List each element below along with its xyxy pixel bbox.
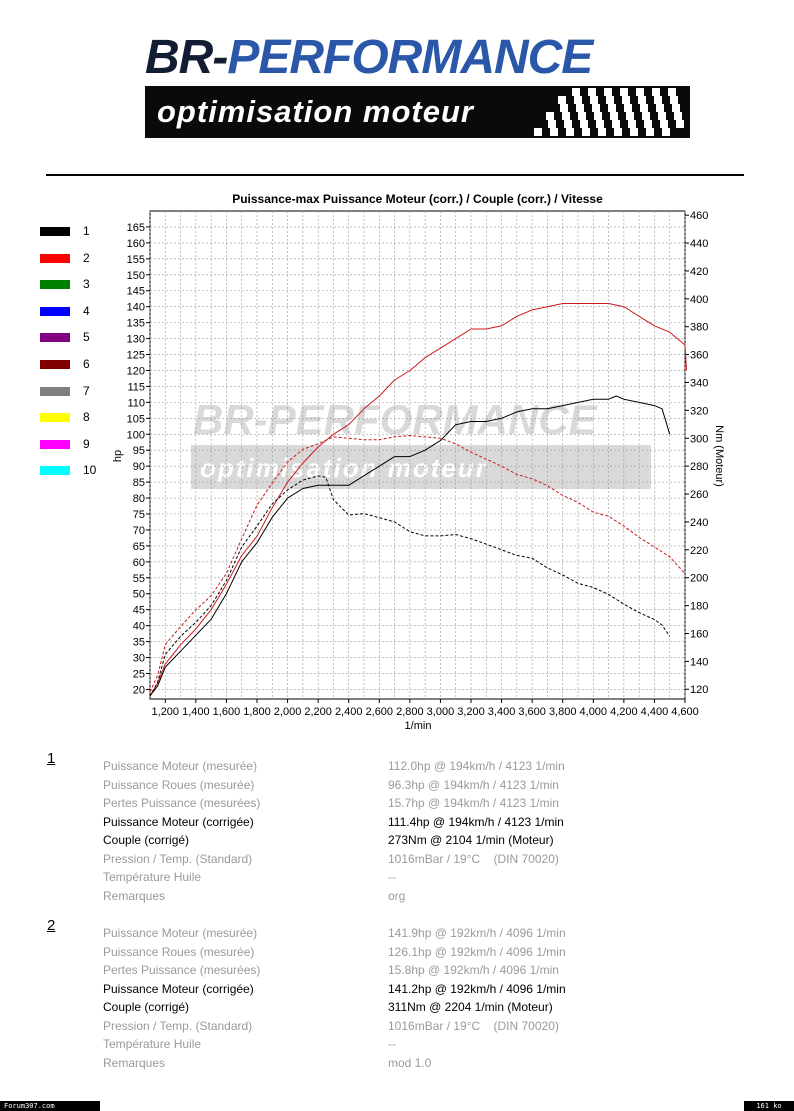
result-label: Remarques — [103, 1055, 166, 1070]
x-tick-label: 3,600 — [518, 706, 546, 718]
footer-filesize: 161 ko — [744, 1101, 794, 1111]
legend-label: 1 — [83, 224, 90, 238]
y2-axis-label: Nm (Moteur) — [713, 425, 725, 487]
y2-tick-label: 240 — [690, 516, 709, 529]
y-tick-label: 125 — [126, 349, 145, 362]
legend-label: 4 — [83, 303, 90, 318]
y2-tick-label: 220 — [690, 544, 709, 557]
x-tick-label: 2,200 — [304, 706, 332, 718]
y-axis-label: hp — [112, 449, 124, 463]
x-tick-label: 1,200 — [151, 706, 180, 718]
x-tick-label: 2,800 — [396, 706, 424, 718]
y-tick-label: 145 — [126, 285, 145, 298]
y-tick-label: 140 — [126, 301, 145, 314]
y2-tick-label: 300 — [690, 433, 709, 446]
x-tick-label: 4,600 — [671, 706, 699, 718]
legend-label: 10 — [83, 463, 97, 478]
y-tick-label: 115 — [127, 381, 145, 394]
y2-tick-label: 400 — [690, 293, 709, 306]
watermark-tagline-text: optimisation moteur — [200, 453, 488, 483]
result-label: Puissance Moteur (corrigée) — [103, 981, 254, 996]
y-tick-label: 35 — [132, 636, 145, 649]
y-tick-label: 95 — [132, 445, 145, 458]
y2-tick-label: 460 — [690, 210, 709, 223]
x-tick-label: 3,200 — [457, 706, 485, 718]
y-tick-label: 80 — [132, 493, 145, 506]
y-tick-label: 40 — [132, 620, 145, 633]
y-tick-label: 45 — [132, 604, 145, 617]
x-tick-label: 1,800 — [243, 706, 271, 718]
result-label: Puissance Roues (mesurée) — [103, 777, 255, 792]
legend-label: 7 — [83, 383, 90, 398]
result-label: Température Huile — [103, 1037, 202, 1051]
x-tick-label: 2,400 — [334, 706, 363, 718]
x-tick-label: 3,800 — [548, 706, 577, 718]
y-tick-label: 60 — [132, 556, 145, 569]
x-tick-label: 3,000 — [426, 706, 455, 718]
result-label: Puissance Roues (mesurée) — [103, 944, 255, 959]
y-tick-label: 20 — [132, 684, 145, 697]
result-value: 273Nm @ 2104 1/min (Moteur) — [388, 833, 554, 847]
result-label: Pertes Puissance (mesurées) — [103, 963, 261, 977]
result-label: Puissance Moteur (mesurée) — [103, 759, 258, 773]
y-tick-label: 25 — [132, 668, 145, 681]
legend-label: 5 — [83, 330, 90, 345]
result-value: 112.0hp @ 194km/h / 4123 1/min — [388, 759, 565, 773]
result-label: Puissance Moteur (mesurée) — [103, 926, 258, 940]
y-tick-label: 120 — [126, 365, 145, 378]
result-label: Couple (corrigé) — [103, 1000, 190, 1014]
y2-tick-label: 340 — [690, 377, 709, 390]
y-tick-label: 105 — [126, 413, 145, 426]
legend-label: 3 — [83, 277, 90, 292]
y-tick-label: 50 — [132, 588, 145, 601]
y2-tick-label: 420 — [690, 265, 709, 278]
legend-label: 2 — [83, 250, 90, 265]
result-value: org — [388, 888, 406, 903]
x-tick-label: 1,400 — [182, 706, 210, 718]
logo-brand-part2: PERFORMANCE — [227, 31, 593, 84]
y-tick-label: 160 — [126, 237, 145, 250]
y2-tick-label: 120 — [690, 684, 709, 697]
result-value: 141.9hp @ 192km/h / 4096 1/min — [388, 926, 566, 940]
y-tick-label: 90 — [132, 461, 145, 474]
result-number: 1 — [47, 750, 56, 767]
result-value: 126.1hp @ 192km/h / 4096 1/min — [388, 944, 566, 959]
x-tick-label: 2,000 — [273, 706, 302, 718]
result-value: 311Nm @ 2204 1/min (Moteur) — [388, 1000, 553, 1014]
x-tick-label: 4,400 — [640, 706, 669, 718]
result-label: Couple (corrigé) — [103, 833, 190, 847]
result-label: Pression / Temp. (Standard) — [103, 851, 253, 866]
result-value: 15.8hp @ 192km/h / 4096 1/min — [388, 963, 559, 977]
chart-title: Puissance-max Puissance Moteur (corr.) / Couple (corr.) / Vitesse — [232, 192, 603, 206]
y-tick-label: 70 — [132, 524, 145, 537]
x-tick-label: 4,200 — [610, 706, 638, 718]
result-value: 15.7hp @ 194km/h / 4123 1/min — [388, 796, 559, 810]
y2-tick-label: 360 — [690, 349, 709, 362]
y-tick-label: 30 — [132, 652, 145, 665]
x-tick-label: 4,000 — [579, 706, 608, 718]
x-tick-label: 3,400 — [487, 706, 516, 718]
logo-brand-part1: BR- — [145, 31, 228, 84]
result-value: 111.4hp @ 194km/h / 4123 1/min — [388, 814, 564, 829]
legend-label: 9 — [83, 436, 90, 451]
result-label: Pression / Temp. (Standard) — [103, 1018, 253, 1033]
result-value: 141.2hp @ 192km/h / 4096 1/min — [388, 981, 566, 996]
legend-label: 8 — [83, 410, 90, 425]
y2-tick-label: 320 — [690, 405, 709, 418]
x-tick-label: 1,600 — [212, 706, 241, 718]
result-value: mod 1.0 — [388, 1055, 432, 1070]
result-number: 2 — [47, 917, 56, 934]
y2-tick-label: 140 — [690, 656, 709, 669]
x-axis-label: 1/min — [404, 720, 432, 732]
result-value: 1016mBar / 19°C (DIN 70020) — [388, 1018, 559, 1033]
y-tick-label: 100 — [126, 429, 145, 442]
y2-tick-label: 280 — [690, 461, 709, 474]
legend-label: 6 — [83, 357, 90, 371]
y-tick-label: 130 — [126, 333, 145, 346]
y2-tick-label: 260 — [690, 489, 709, 502]
y-tick-label: 110 — [127, 397, 145, 410]
watermark-brand-text: BR-PERFORMANCE — [193, 396, 597, 443]
y-tick-label: 65 — [132, 540, 145, 553]
y2-tick-label: 380 — [690, 321, 709, 334]
y-tick-label: 135 — [126, 317, 145, 330]
logo-tagline: optimisation moteur — [157, 94, 474, 129]
result-label: Remarques — [103, 888, 166, 903]
y2-tick-label: 160 — [690, 628, 709, 641]
result-label: Température Huile — [103, 870, 202, 884]
x-tick-label: 2,600 — [365, 706, 394, 718]
result-label: Pertes Puissance (mesurées) — [103, 796, 261, 810]
chart-watermark — [191, 396, 651, 489]
result-label: Puissance Moteur (corrigée) — [103, 814, 254, 829]
y-tick-label: 165 — [126, 221, 145, 234]
result-value: 1016mBar / 19°C (DIN 70020) — [388, 851, 559, 866]
result-value: 96.3hp @ 194km/h / 4123 1/min — [388, 777, 559, 792]
y-tick-label: 55 — [132, 572, 145, 585]
y2-tick-label: 440 — [690, 238, 709, 251]
y-tick-label: 150 — [126, 269, 145, 282]
y-tick-label: 155 — [126, 253, 145, 266]
y2-tick-label: 200 — [690, 572, 709, 585]
result-value: -- — [388, 1037, 396, 1051]
footer-watermark-left: Forum307.com — [0, 1101, 100, 1111]
y-tick-label: 85 — [132, 477, 145, 490]
y2-tick-label: 180 — [690, 600, 709, 613]
result-value: -- — [388, 870, 396, 884]
y-tick-label: 75 — [132, 509, 145, 522]
